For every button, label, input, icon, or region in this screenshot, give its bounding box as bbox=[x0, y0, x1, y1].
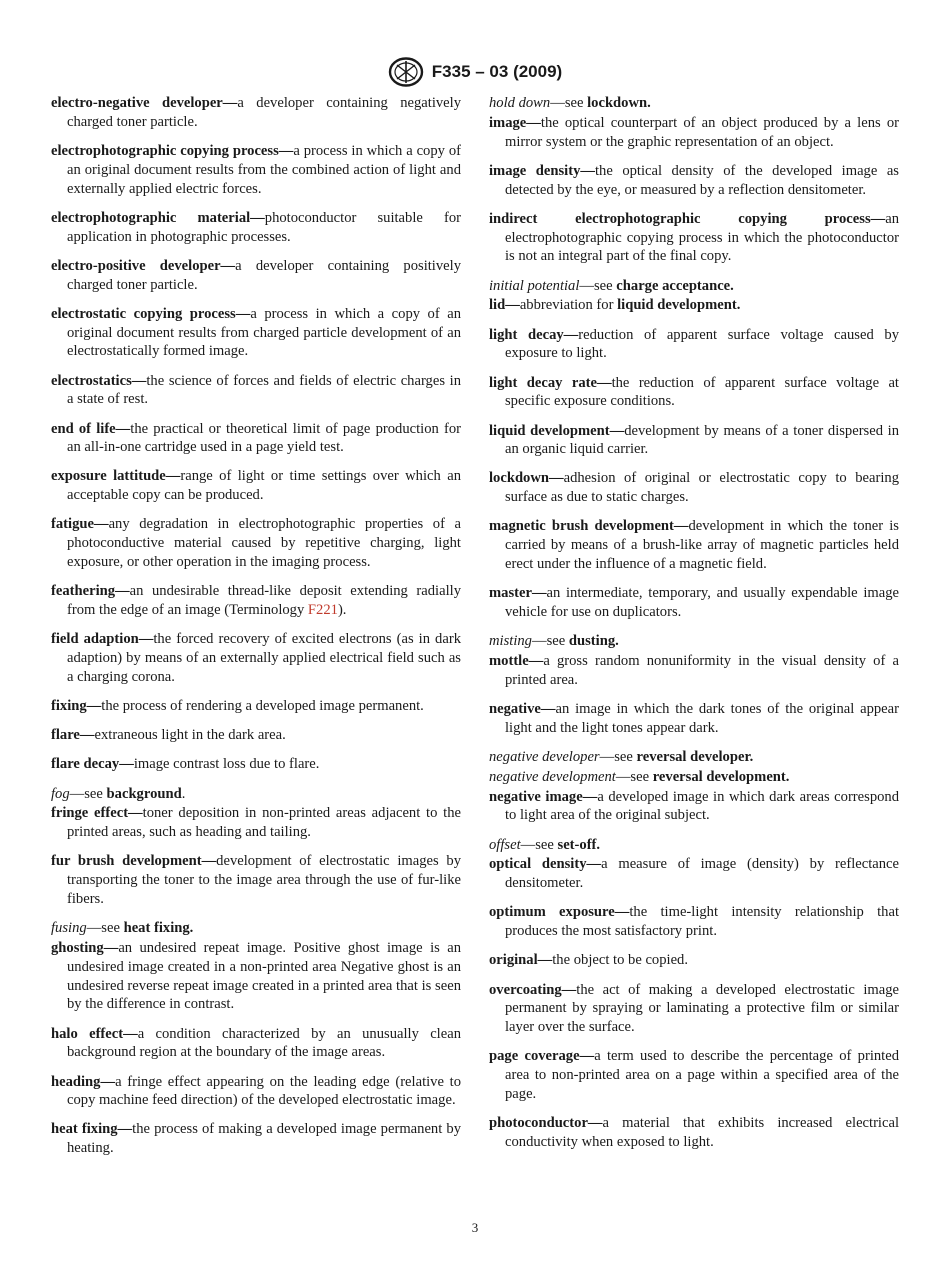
glossary-entry bbox=[51, 630, 461, 686]
entry-definition: —see bbox=[531, 633, 569, 650]
entry-definition: reduction of apparent surface voltage caused by exposure to light. bbox=[505, 326, 899, 362]
entry-definition: toner deposition in non-printed areas adjacent to the printed areas, such as heading and tailing. bbox=[67, 805, 461, 841]
entry-term: master— bbox=[489, 585, 547, 602]
entry-definition: the science of forces and fields of electric charges in a state of rest. bbox=[67, 372, 461, 408]
entry-definition: a developed image in which dark areas correspond to light area of the original subject. bbox=[505, 788, 900, 824]
glossary-entry bbox=[51, 142, 461, 198]
glossary-entry bbox=[51, 785, 461, 804]
entry-term: fixing— bbox=[51, 698, 102, 715]
entry-term: offset bbox=[489, 836, 521, 853]
entry-definition: range of light or time settings over which an acceptable copy can be produced. bbox=[67, 468, 461, 504]
entry-definition: an image in which the dark tones of the original appear light and the light tones appear dark. bbox=[505, 701, 899, 736]
glossary-entry bbox=[489, 788, 899, 826]
glossary-entry bbox=[51, 755, 461, 774]
entry-term: negative image— bbox=[489, 788, 598, 805]
entry-definition: —see bbox=[550, 95, 588, 111]
entry-definition: the forced recovery of excited electrons (as in dark adaption) by means of an externally applied electrical field such as a charging corona. bbox=[67, 631, 461, 685]
entry-definition: the time-light intensity relationship that produces the most satisfactory print. bbox=[505, 904, 899, 940]
entry-definition: a process in which a copy of an original document results from the combined action of light and externally applied electric forces. bbox=[67, 142, 461, 197]
entry-definition: a developer containing positively charged toner particle. bbox=[67, 257, 461, 293]
entry-term: hold down bbox=[489, 95, 551, 111]
entry-term: fusing bbox=[51, 920, 87, 937]
entry-term: misting bbox=[489, 633, 532, 650]
entry-term: field adaption— bbox=[51, 631, 154, 648]
entry-term: fog bbox=[51, 785, 70, 802]
entry-definition: the optical density of the developed image as detected by the eye, or measured by a reflection densitometer. bbox=[505, 162, 899, 198]
glossary-entry bbox=[51, 1025, 461, 1063]
glossary-entry bbox=[51, 467, 461, 505]
glossary-entry bbox=[489, 296, 899, 315]
entry-definition: a condition characterized by an unusually clean background region at the boundary of the image areas. bbox=[67, 1025, 461, 1061]
entry-definition: the practical or theoretical limit of page production for an all-in-one cartridge used in a page yield test. bbox=[67, 420, 461, 456]
cross-reference: heat fixing. bbox=[123, 920, 194, 937]
glossary-entry bbox=[51, 939, 461, 1014]
entry-term: heat fixing— bbox=[51, 1121, 133, 1138]
left-column bbox=[51, 94, 461, 1168]
entry-definition: a material that exhibits increased electrical conductivity when exposed to light. bbox=[505, 1115, 899, 1150]
page-number: 3 bbox=[471, 1220, 479, 1235]
cross-reference: dusting. bbox=[568, 633, 619, 650]
glossary-entry bbox=[51, 919, 461, 938]
entry-term: optical density— bbox=[489, 856, 602, 873]
glossary-entry bbox=[489, 1047, 899, 1103]
entry-term: fur brush development— bbox=[51, 853, 217, 870]
glossary-entry bbox=[489, 632, 899, 651]
entry-definition: a gross random nonuniformity in the visual density of a printed area. bbox=[505, 653, 899, 688]
glossary-entry bbox=[51, 420, 461, 458]
glossary-entry bbox=[51, 372, 461, 410]
document-designation: F335 – 03 (2009) bbox=[431, 62, 563, 81]
entry-definition: abbreviation for bbox=[519, 297, 618, 314]
cross-reference: reversal developer. bbox=[636, 749, 754, 765]
entry-term: fatigue— bbox=[51, 516, 109, 533]
glossary-entry bbox=[51, 804, 461, 842]
entry-term: heading— bbox=[51, 1073, 116, 1090]
entry-term: light decay rate— bbox=[489, 374, 612, 391]
entry-definition: a process in which a copy of an original document results from charged particle development of an electrostatically formed image. bbox=[67, 305, 462, 360]
entry-definition: the optical counterpart of an object produced by a lens or mirror system or the graphic representation of an object. bbox=[505, 114, 899, 150]
entry-term: image density— bbox=[489, 162, 595, 179]
entry-definition-tail: ). bbox=[337, 602, 347, 619]
entry-term: magnetic brush development— bbox=[489, 518, 689, 535]
entry-term: lockdown— bbox=[489, 470, 564, 487]
entry-definition: —see bbox=[579, 277, 617, 294]
entry-term: negative development bbox=[489, 768, 616, 785]
entry-definition: development of electrostatic images by transporting the toner to the image area through the use of fur-like fibers. bbox=[67, 853, 461, 907]
glossary-entry bbox=[489, 374, 899, 412]
glossary-entry bbox=[489, 469, 899, 507]
entry-term: image— bbox=[489, 114, 541, 131]
entry-term: overcoating— bbox=[489, 981, 577, 998]
entry-term: optimum exposure— bbox=[489, 904, 630, 921]
entry-term: flare decay— bbox=[51, 756, 134, 773]
entry-term: electrostatic copying process— bbox=[51, 305, 251, 322]
astm-logo-icon bbox=[388, 57, 424, 87]
glossary-entry bbox=[489, 700, 899, 738]
entry-term: initial potential bbox=[489, 277, 580, 294]
entry-definition: an undesirable thread-like deposit extending radially from the edge of an image (Terminology bbox=[67, 583, 461, 619]
glossary-entry bbox=[489, 422, 899, 460]
glossary-entry bbox=[489, 748, 899, 767]
entry-definition: a term used to describe the percentage of printed area to non-printed area on a page within a specified area of the page. bbox=[505, 1048, 899, 1102]
entry-term: feathering— bbox=[51, 583, 130, 600]
entry-definition: —see bbox=[86, 920, 124, 937]
cross-reference: charge acceptance. bbox=[616, 277, 734, 294]
glossary-entry bbox=[489, 584, 899, 622]
entry-term: negative— bbox=[489, 701, 556, 718]
entry-definition: development in which the toner is carried by means of a brush-like array of magnetic particles held erect under the influence of a magnetic field. bbox=[505, 518, 899, 573]
entry-term: electrostatics— bbox=[51, 372, 147, 389]
glossary-entry bbox=[51, 257, 461, 295]
glossary-entry bbox=[51, 209, 461, 247]
glossary-entry bbox=[51, 515, 461, 571]
page-header bbox=[0, 56, 950, 88]
glossary-entry bbox=[51, 582, 461, 620]
glossary-entry bbox=[489, 114, 899, 152]
entry-definition: an intermediate, temporary, and usually expendable image vehicle for use on duplicators. bbox=[505, 585, 899, 621]
glossary-entry bbox=[51, 726, 461, 745]
entry-definition: the process of rendering a developed image permanent. bbox=[101, 698, 424, 715]
terminology-link[interactable]: F221 bbox=[307, 602, 338, 619]
glossary-entry bbox=[489, 162, 899, 200]
entry-term: electro-negative developer— bbox=[51, 95, 238, 111]
entry-term: mottle— bbox=[489, 653, 544, 670]
entry-term: indirect electrophotographic copying process— bbox=[489, 210, 886, 227]
entry-term: ghosting— bbox=[51, 939, 119, 956]
glossary-entry bbox=[489, 768, 899, 787]
entry-definition: development by means of a toner dispersed in an organic liquid carrier. bbox=[505, 422, 900, 458]
entry-term: electrophotographic material— bbox=[51, 209, 265, 226]
glossary-entry bbox=[489, 94, 899, 113]
entry-definition: the process of making a developed image permanent by heating. bbox=[67, 1121, 461, 1157]
entry-definition: the reduction of apparent surface voltage at specific exposure conditions. bbox=[505, 374, 899, 410]
entry-term: electrophotographic copying process— bbox=[51, 142, 294, 159]
glossary-entry bbox=[489, 326, 899, 364]
entry-term: end of life— bbox=[51, 420, 131, 437]
entry-term: halo effect— bbox=[51, 1025, 138, 1042]
entry-definition: extraneous light in the dark area. bbox=[94, 727, 286, 744]
glossary-entry bbox=[489, 981, 899, 1037]
entry-term: negative developer bbox=[489, 749, 600, 765]
cross-reference: lockdown. bbox=[587, 95, 651, 111]
entry-term: page coverage— bbox=[489, 1048, 595, 1065]
entry-definition: an electrophotographic copying process in which the photoconductor is not an integral part of the final copy. bbox=[505, 210, 899, 265]
entry-term: light decay— bbox=[489, 326, 579, 343]
entry-term: lid— bbox=[489, 297, 520, 314]
entry-definition: the object to be copied. bbox=[552, 952, 689, 969]
entry-definition: image contrast loss due to flare. bbox=[133, 756, 320, 773]
cross-reference: reversal development. bbox=[652, 768, 790, 785]
entry-definition: a fringe effect appearing on the leading edge (relative to copy machine feed direction) of the developed electrostatic image. bbox=[67, 1073, 461, 1109]
entry-definition: an undesired repeat image. Positive ghost image is an undesired image created in a non-printed area Negative ghost is an undesired reverse repeat image created in a printed area that is seen by the difference in contrast. bbox=[67, 939, 461, 1013]
glossary-entry bbox=[51, 1120, 461, 1158]
glossary-entry bbox=[489, 951, 899, 970]
glossary-entry bbox=[51, 852, 461, 908]
glossary-entry bbox=[489, 652, 899, 690]
entry-definition: any degradation in electrophotographic properties of a photoconductive material caused by repetitive charging, light exposure, or other operation in the imaging process. bbox=[67, 516, 461, 571]
entry-definition: —see bbox=[69, 785, 107, 802]
entry-definition: —see bbox=[520, 836, 558, 853]
glossary-entry bbox=[489, 855, 899, 893]
entry-definition: a developer containing negatively charged toner particle. bbox=[67, 95, 461, 130]
right-column bbox=[489, 94, 899, 1162]
entry-definition: adhesion of original or electrostatic copy to bearing surface as due to static charges. bbox=[505, 470, 899, 506]
entry-term: electro-positive developer— bbox=[51, 257, 236, 274]
glossary-entry bbox=[489, 1114, 899, 1152]
glossary-entry bbox=[489, 210, 899, 266]
cross-reference: background bbox=[106, 785, 182, 802]
cross-reference: liquid development. bbox=[617, 297, 741, 314]
cross-reference: set-off. bbox=[557, 836, 601, 853]
glossary-entry bbox=[51, 1073, 461, 1111]
glossary-entry bbox=[489, 517, 899, 573]
entry-term: original— bbox=[489, 952, 553, 969]
glossary-entry bbox=[489, 903, 899, 941]
glossary-entry bbox=[51, 697, 461, 716]
entry-term: photoconductor— bbox=[489, 1115, 603, 1132]
entry-term: flare— bbox=[51, 727, 95, 744]
entry-definition: —see bbox=[599, 749, 637, 765]
entry-definition-tail: . bbox=[181, 785, 186, 802]
entry-term: fringe effect— bbox=[51, 805, 143, 822]
entry-definition: a measure of image (density) by reflectance densitometer. bbox=[505, 856, 900, 892]
glossary-entry bbox=[51, 305, 461, 361]
glossary-entry bbox=[489, 277, 899, 296]
entry-term: liquid development— bbox=[489, 422, 625, 439]
glossary-entry bbox=[51, 94, 461, 132]
entry-definition: —see bbox=[615, 768, 653, 785]
entry-definition: photoconductor suitable for application in photographic processes. bbox=[67, 209, 461, 245]
entry-definition: the act of making a developed electrostatic image permanent by spraying or laminating a protective film or similar layer over the surface. bbox=[505, 981, 899, 1036]
glossary-entry bbox=[489, 836, 899, 855]
entry-term: exposure lattitude— bbox=[51, 468, 181, 485]
